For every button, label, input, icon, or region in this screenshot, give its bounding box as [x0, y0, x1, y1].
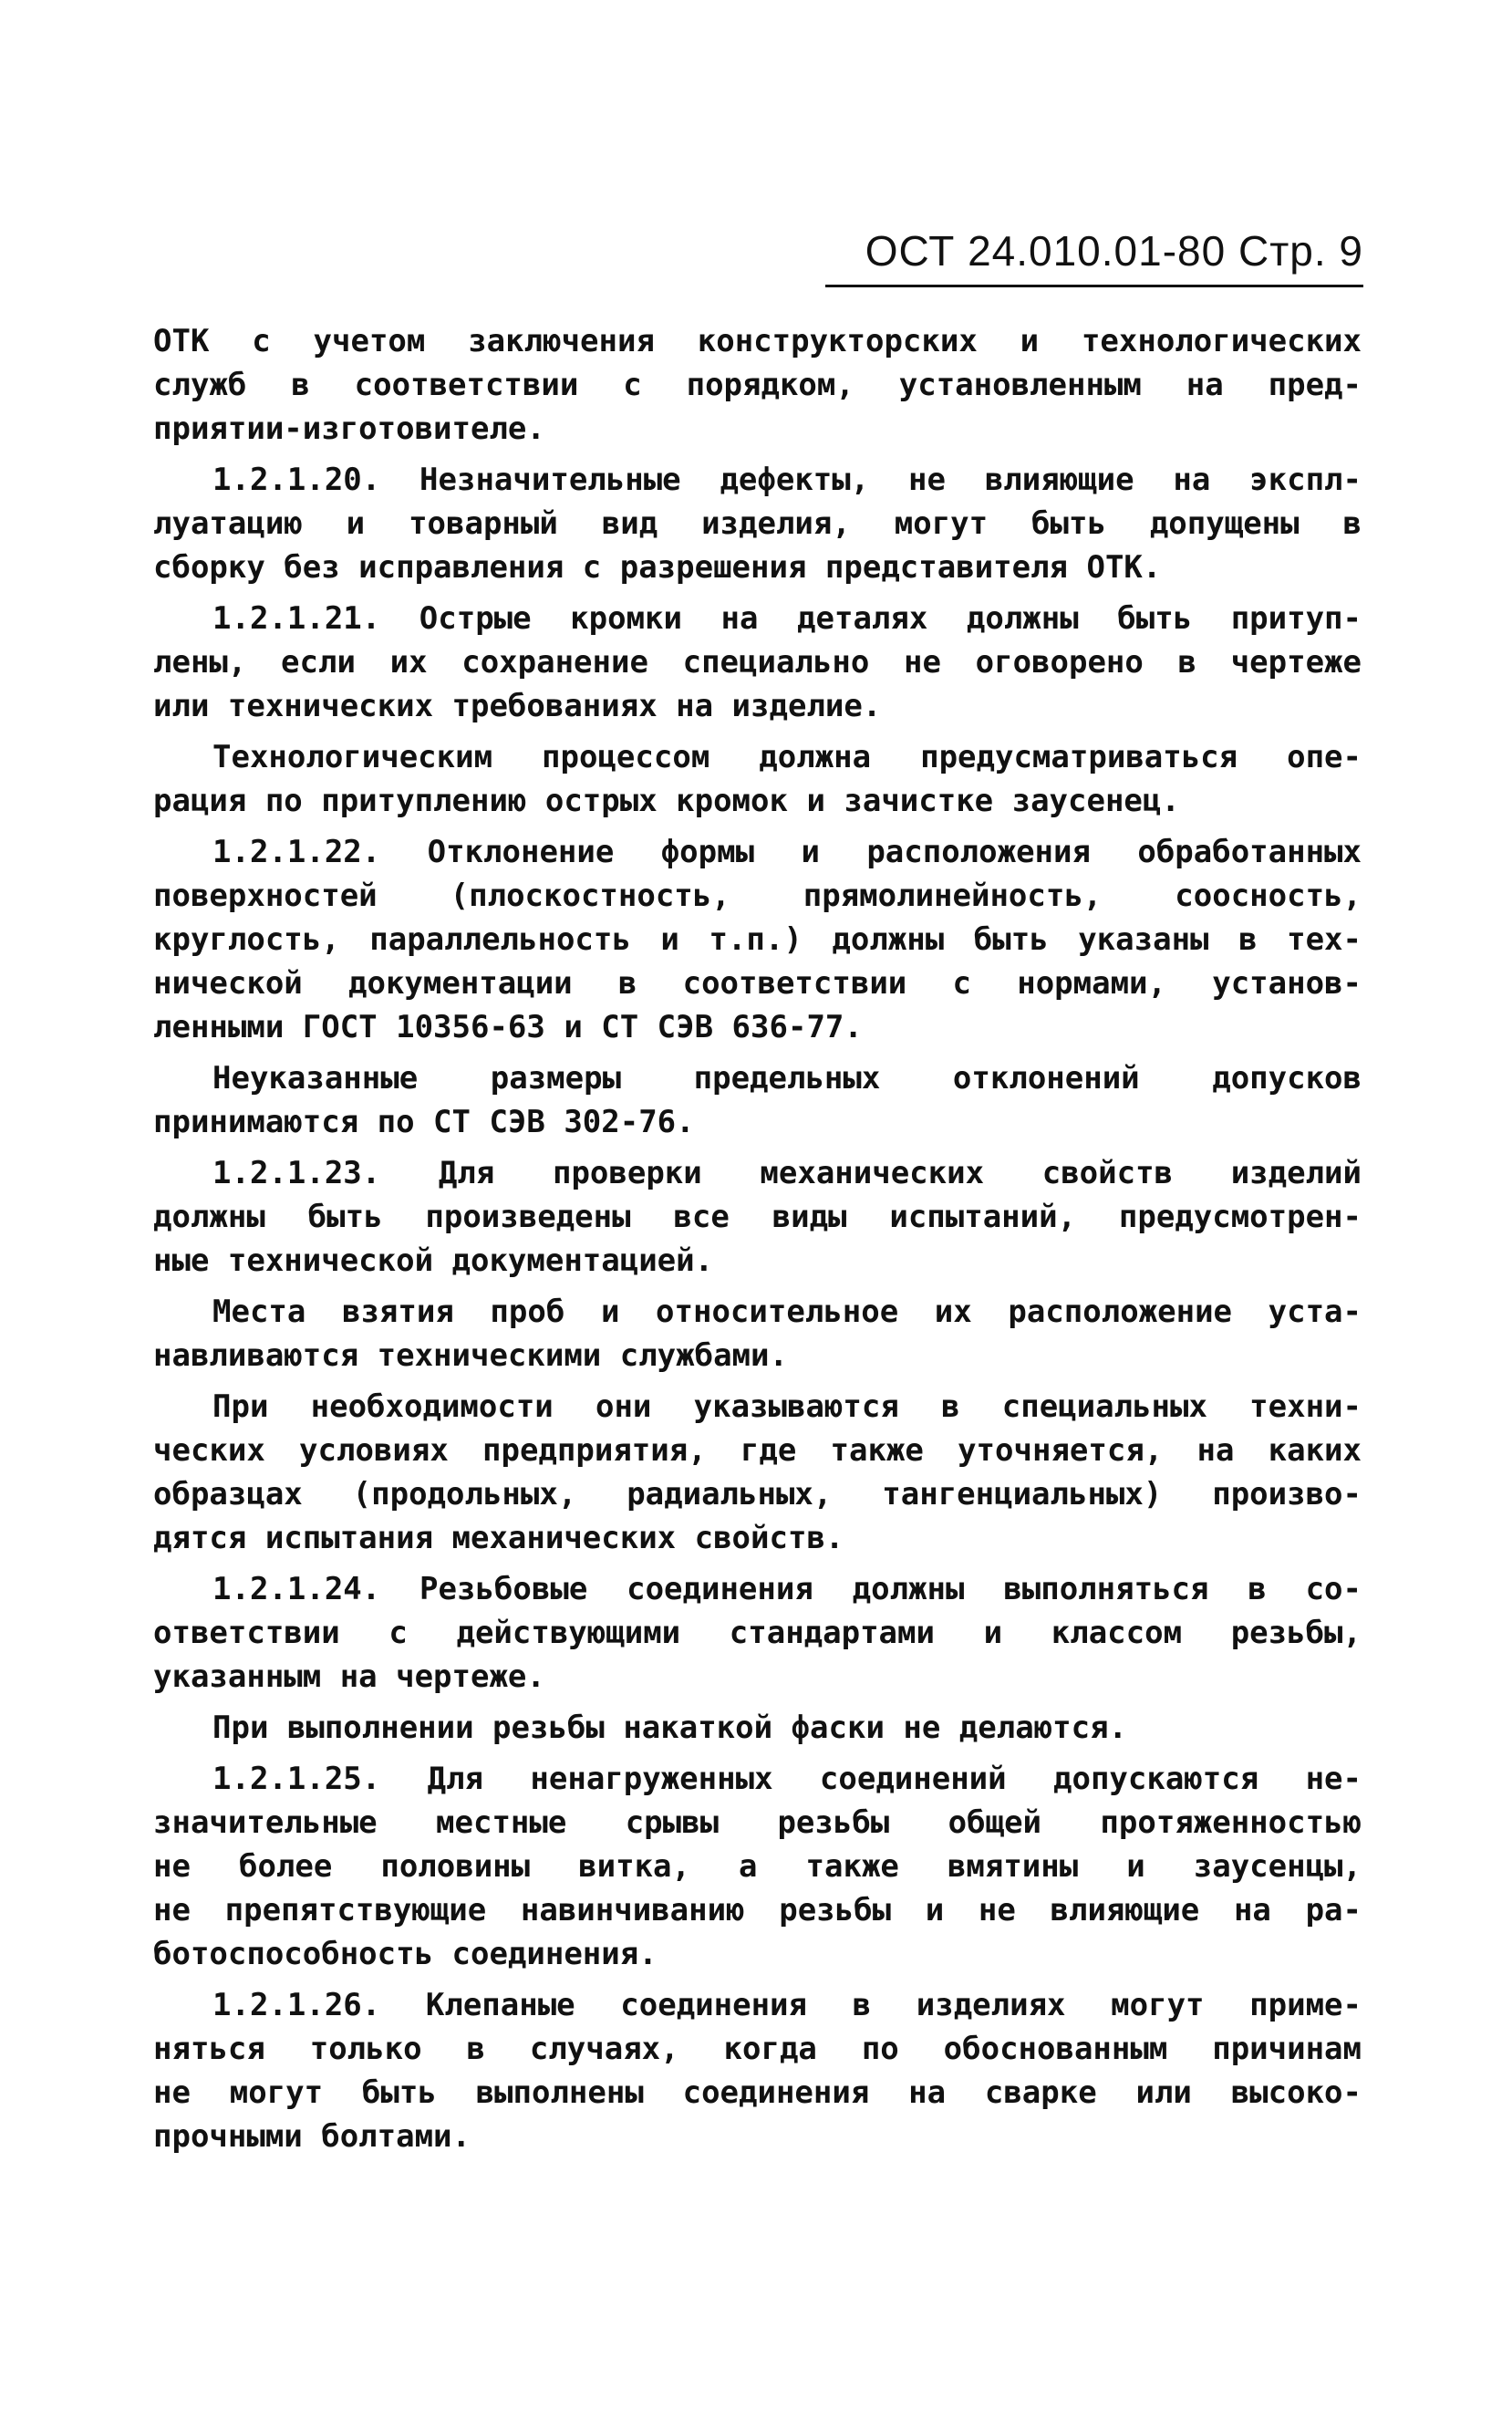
text-line: Неуказанные размеры предельных отклонений допусков	[212, 1060, 1362, 1097]
paragraph-gap	[153, 1699, 1362, 1706]
text-line: прочными болтами.	[153, 2118, 471, 2155]
paragraph	[153, 1290, 1362, 1377]
text-line: 1.2.1.21. Острые кромки на деталях должны быть притуп-	[212, 600, 1362, 637]
text-line: луатацию и товарный вид изделия, могут быть допущены в	[153, 505, 1362, 542]
paragraph-gap	[153, 1560, 1362, 1567]
paragraph	[153, 1151, 1362, 1283]
paragraph-gap	[153, 1049, 1362, 1056]
paragraph	[153, 1757, 1362, 1976]
text-line: ответствии с действующими стандартами и классом резьбы,	[153, 1615, 1362, 1651]
text-line: не могут быть выполнены соединения на сварке или высоко-	[153, 2074, 1362, 2111]
paragraph	[153, 458, 1362, 589]
text-line: При выполнении резьбы накаткой фаски не делаются.	[212, 1710, 1128, 1746]
text-line: принимаются по СТ СЭВ 302-76.	[153, 1104, 695, 1140]
text-line: или технических требованиях на изделие.	[153, 688, 882, 724]
text-line: образцах (продольных, радиальных, тангенциальных) произво-	[153, 1476, 1362, 1512]
paragraph	[153, 1706, 1362, 1750]
text-line: не более половины витка, а также вмятины и заусенцы,	[153, 1848, 1362, 1885]
text-line: 1.2.1.26. Клепаные соединения в изделиях могут приме-	[212, 1987, 1362, 2023]
text-line: поверхностей (плоскостность, прямолинейность, соосность,	[153, 878, 1362, 914]
text-line: 1.2.1.24. Резьбовые соединения должны выполняться в со-	[212, 1571, 1362, 1607]
text-line: 1.2.1.25. Для ненагруженных соединений допускаются не-	[212, 1761, 1362, 1797]
paragraph	[153, 735, 1362, 823]
paragraph	[153, 1567, 1362, 1699]
text-line: служб в соответствии с порядком, установленным на пред-	[153, 367, 1362, 403]
paragraph-gap	[153, 589, 1362, 597]
paragraph-gap	[153, 1750, 1362, 1757]
text-line: должны быть произведены все виды испытаний, предусмотрен-	[153, 1199, 1362, 1235]
paragraph	[153, 597, 1362, 728]
paragraph-gap	[153, 1377, 1362, 1385]
text-line: 1.2.1.22. Отклонение формы и расположения обработанных	[212, 834, 1362, 870]
text-line: значительные местные срывы резьбы общей протяженностью	[153, 1804, 1362, 1841]
text-line: ботоспособность соединения.	[153, 1936, 658, 1972]
text-line: няться только в случаях, когда по обоснованным причинам	[153, 2031, 1362, 2067]
text-line: навливаются техническими службами.	[153, 1337, 788, 1374]
text-line: ные технической документацией.	[153, 1242, 714, 1279]
paragraph-gap	[153, 823, 1362, 830]
text-line: не препятствующие навинчиванию резьбы и не влияющие на ра-	[153, 1892, 1362, 1928]
text-line: При необходимости они указываются в специальных техни-	[212, 1388, 1362, 1425]
text-line: 1.2.1.23. Для проверки механических свойств изделий	[212, 1155, 1362, 1191]
paragraph	[153, 1056, 1362, 1144]
text-line: ленными ГОСТ 10356-63 и СТ СЭВ 636-77.	[153, 1009, 863, 1045]
text-line: указанным на чертеже.	[153, 1658, 545, 1695]
document-body	[153, 319, 1362, 2158]
paragraph-gap	[153, 1976, 1362, 1983]
text-line: Места взятия проб и относительное их расположение уста-	[212, 1294, 1362, 1330]
text-line: приятии-изготовителе.	[153, 411, 545, 447]
paragraph	[153, 319, 1362, 451]
paragraph-gap	[153, 1144, 1362, 1151]
text-line: ОТК с учетом заключения конструкторских и технологических	[153, 323, 1362, 359]
paragraph	[153, 830, 1362, 1049]
page-header: ОСТ 24.010.01-80 Стр. 9	[865, 227, 1363, 275]
text-line: ческих условиях предприятия, где также уточняется, на каких	[153, 1432, 1362, 1469]
paragraph	[153, 1385, 1362, 1560]
header-underline	[825, 285, 1363, 287]
text-line: рация по притуплению острых кромок и зачистке заусенец.	[153, 783, 1180, 819]
text-line: 1.2.1.20. Незначительные дефекты, не влияющие на экспл-	[212, 462, 1362, 498]
text-line: лены, если их сохранение специально не оговорено в чертеже	[153, 644, 1362, 681]
text-line: круглость, параллельность и т.п.) должны быть указаны в тех-	[153, 921, 1362, 958]
paragraph-gap	[153, 1283, 1362, 1290]
paragraph-gap	[153, 728, 1362, 735]
paragraph	[153, 1983, 1362, 2158]
text-line: нической документации в соответствии с нормами, установ-	[153, 965, 1362, 1002]
text-line: Технологическим процессом должна предусматриваться опе-	[212, 739, 1362, 775]
text-line: дятся испытания механических свойств.	[153, 1520, 844, 1556]
text-line: сборку без исправления с разрешения представителя ОТК.	[153, 549, 1162, 586]
paragraph-gap	[153, 451, 1362, 458]
